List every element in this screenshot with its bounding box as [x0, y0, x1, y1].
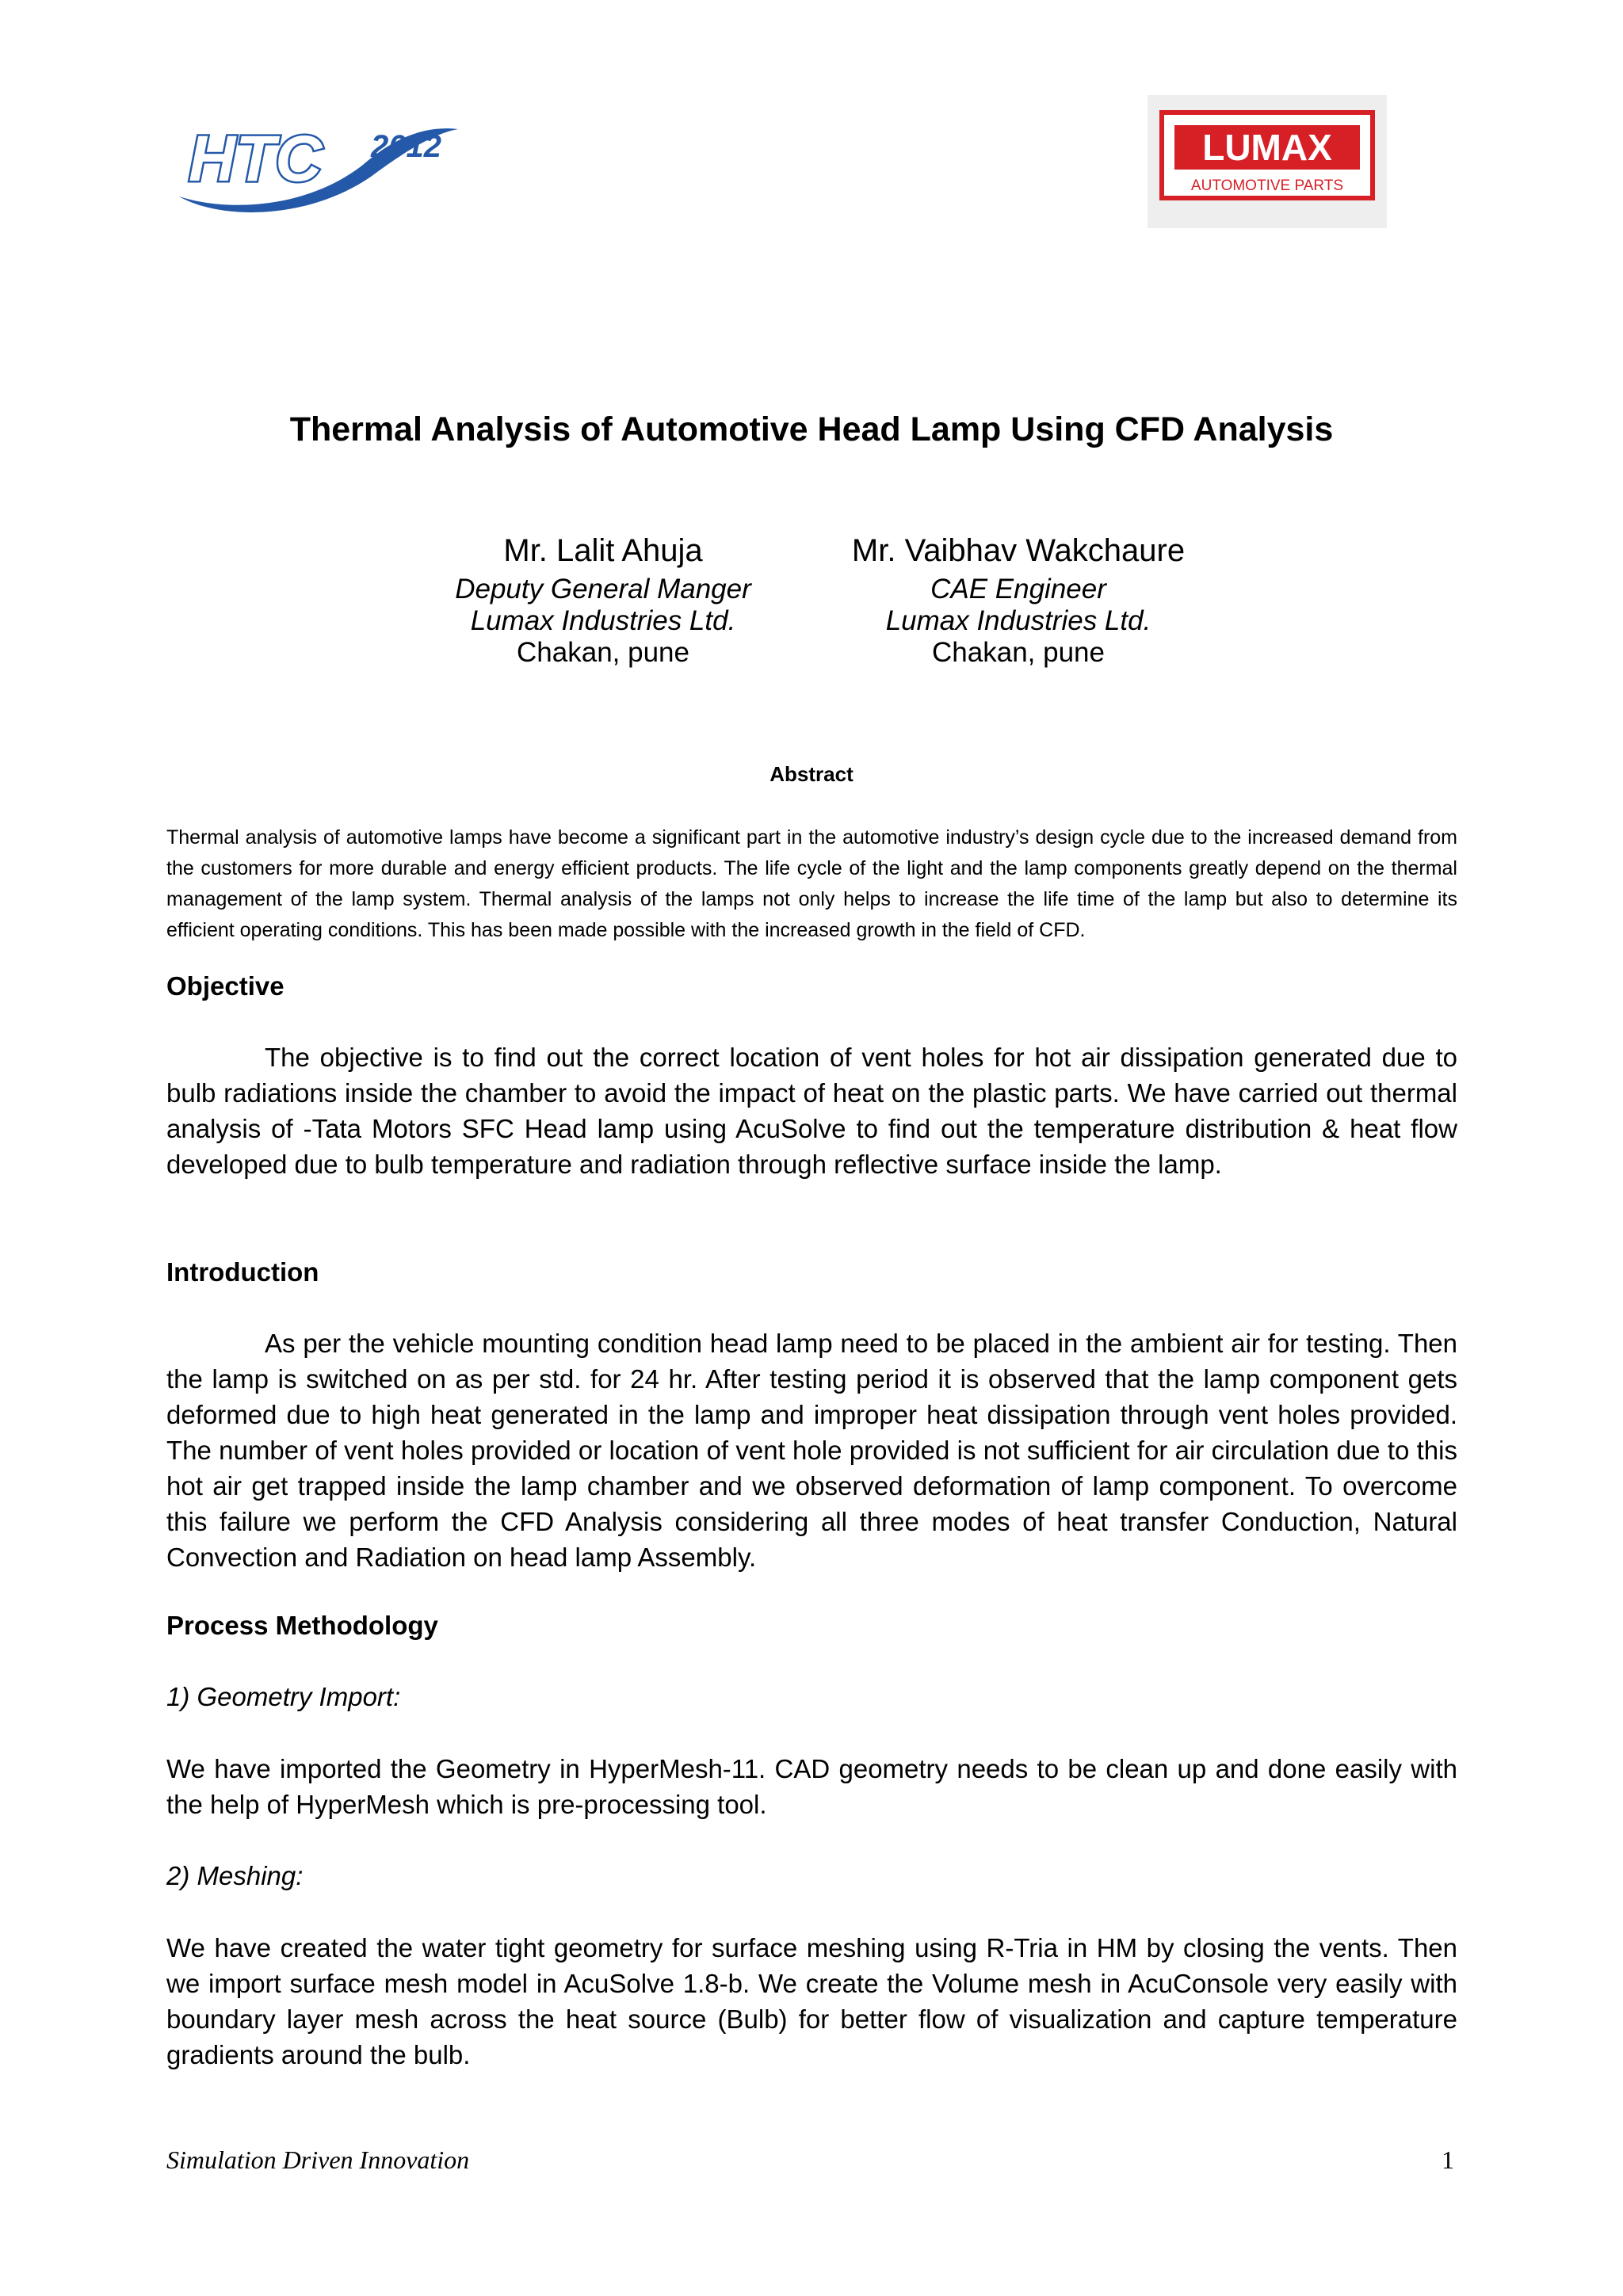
author-2-name: Mr. Vaibhav Wakchaure	[851, 533, 1186, 568]
introduction-text: As per the vehicle mounting condition head lamp need to be placed in the ambient air for testing. Then the lamp is switched on as per std. for 24 hr. After testing period it is observed that the lamp component gets deformed due to high heat generated in the lamp and improper heat dissipation through vent holes provided. The number of vent holes provided or location of vent hole provided is not sufficient for air circulation due to this hot air get trapped inside the lamp chamber and we observed deformation of lamp component. To overcome this failure we perform the CFD Analysis considering all three modes of heat transfer Conduction, Natural Convection and Radiation on head lamp Assembly.	[166, 1329, 1457, 1572]
author-1-location: Chakan, pune	[517, 637, 689, 668]
footer-running-title: Simulation Driven Innovation	[166, 2145, 470, 2174]
author-2-org: Lumax Industries Ltd.	[885, 605, 1151, 636]
lumax-text: LUMAX	[1202, 127, 1332, 168]
author-2-role: CAE Engineer	[930, 574, 1106, 605]
abstract-heading: Abstract	[769, 762, 854, 786]
step-2-text: We have created the water tight geometry for surface meshing using R-Tria in HM by closing the vents. Then we import surface mesh model in AcuSolve 1.8-b. We create the Volume mesh in AcuConsole very easily with boundary layer mesh across the heat source (Bulb) for better flow of visualization and capture temperature gradients around the bulb.	[166, 1933, 1457, 2069]
author-1-role: Deputy General Manger	[455, 574, 751, 605]
lumax-logo	[1148, 95, 1387, 228]
step-1-title: 1) Geometry Import:	[166, 1682, 401, 1711]
author-1-name: Mr. Lalit Ahuja	[503, 533, 703, 568]
step-1-text: We have imported the Geometry in HyperMesh-11. CAD geometry needs to be clean up and done easily with the help of HyperMesh which is pre-processing tool.	[166, 1754, 1457, 1819]
abstract-text: Thermal analysis of automotive lamps have become a significant part in the automotive industry’s design cycle due to the increased demand from the customers for more durable and energy efficient products. The life cycle of the light and the lamp components greatly depend on the thermal management of the lamp system. Thermal analysis of the lamps not only helps to increase the life time of the lamp but also to determine its efficient operating conditions. This has been made possible with the increased growth in the field of CFD.	[166, 826, 1457, 941]
objective-heading: Objective	[166, 971, 285, 1001]
author-2	[781, 531, 1256, 669]
paper-title: Thermal Analysis of Automotive Head Lamp Using CFD Analysis	[289, 410, 1334, 448]
page-number: 1	[1442, 2145, 1454, 2174]
objective-text: The objective is to find out the correct location of vent holes for hot air dissipation generated due to bulb radiations inside the chamber to avoid the impact of heat on the plastic parts. We have carried out thermal analysis of -Tata Motors SFC Head lamp using AcuSolve to find out the temperature distribution & heat flow developed due to bulb temperature and radiation through reflective surface inside the lamp.	[166, 1043, 1457, 1179]
step-2-title: 2) Meshing:	[166, 1861, 304, 1890]
htc-year: 2012	[371, 129, 441, 164]
author-2-location: Chakan, pune	[932, 637, 1105, 668]
author-1-org: Lumax Industries Ltd.	[470, 605, 736, 636]
introduction-heading: Introduction	[166, 1257, 319, 1287]
process-heading: Process Methodology	[166, 1611, 438, 1640]
htc-2012-logo	[173, 101, 466, 220]
author-1	[365, 531, 841, 669]
htc-text: HTC	[189, 123, 323, 195]
lumax-subtitle: AUTOMOTIVE PARTS	[1190, 177, 1344, 194]
